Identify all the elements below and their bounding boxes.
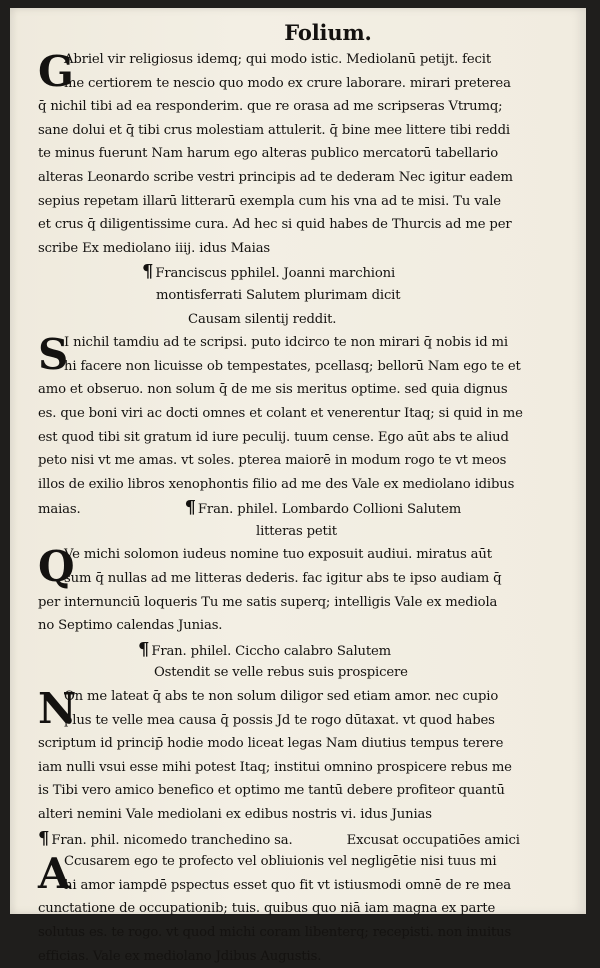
drop-initial: N	[38, 684, 77, 734]
heading-line: Fran. phil. nicomedo tranchedino sa.	[51, 832, 293, 848]
heading-line: Fran. philel. Lombardo Collioni Salutem	[197, 502, 462, 518]
letter-4	[38, 685, 578, 827]
text-line: I nichil tamdiu ad te scripsi. puto idcirco te non mirari q̄ nobis id mi	[64, 335, 508, 351]
heading-line: Fran. philel. Ciccho calabro Salutem	[151, 643, 392, 659]
pilcrow-icon: ¶	[142, 261, 154, 283]
pilcrow-icon: ¶	[38, 827, 50, 849]
text-line: cunctatione de occupationib; tuis. quibus quo niā iam magna ex parte	[38, 901, 496, 917]
heading-line: Franciscus pphilel. Joanni marchioni	[155, 266, 396, 282]
text-line: me certiorem te nescio quo modo ex crure laborare. mirari preterea	[64, 75, 511, 91]
text-line: sane dolui et q̄ tibi crus molestiam attulerit. q̄ bine mee littere tibi reddi	[38, 122, 510, 138]
text-line: alteri nemini Vale mediolani ex edibus nostris vi. idus Junias	[38, 807, 432, 822]
pilcrow-icon: ¶	[138, 638, 150, 660]
heading-line: Causam silentij reddit.	[188, 311, 337, 327]
page-header: Folium.	[284, 20, 372, 45]
text-line: et crus q̄ diligentissime cura. Ad hec si quid habes de Thurcis ad me per	[38, 217, 512, 233]
text-line: maias.	[38, 502, 81, 518]
text-line: sum q̄ nullas ad me litteras dederis. fac igitur abs te ipso audiam q̄	[64, 571, 502, 587]
text-line: q̄ nichil tibi ad ea responderim. que re orasa ad me scripseras Vtrumq;	[38, 99, 503, 115]
text-line: no Septimo calendas Junias.	[38, 618, 223, 634]
text-line: solutus es. te rogo. vt quod michi coram libenterq; recepisti. non inuitus	[38, 924, 512, 940]
text-line: Abriel vir religiosus idemq; qui modo istic. Mediolanū petijt. fecit	[64, 52, 491, 67]
text-line: illos de exilio libros xenophontis filio ad me des Vale ex mediolano idibus	[38, 476, 515, 492]
text-line: is Tibi vero amico benefico et optimo me tantū debere profiteor quantū	[38, 783, 505, 799]
drop-initial: G	[38, 47, 74, 96]
text-line: efficias. Vale ex mediolano Jdibus Augustis.	[38, 948, 322, 964]
heading-line: litteras petit	[256, 523, 337, 539]
letter-5	[38, 850, 578, 968]
text-line: scribe Ex mediolano iiij. idus Maias	[38, 240, 271, 256]
text-line: hi facere non licuisse ob tempestates, pcellasq; bellorū Nam ego te et	[64, 358, 521, 374]
page-text	[38, 18, 578, 968]
text-line: alteras Leonardo scribe vestri principis ad te dederam Nec igitur eadem	[38, 169, 513, 185]
letter-2	[38, 331, 578, 520]
pilcrow-icon: ¶	[184, 497, 196, 519]
text-line: amo et obseruo. non solum q̄ de me sis meritus optime. sed quia dignus	[38, 382, 508, 398]
text-line: iam nulli vsui esse mihi potest Itaq; institui omnino prospicere rebus me	[38, 759, 512, 775]
text-line: plus te velle mea causa q̄ possis Jd te rogo dūtaxat. vt quod habes	[64, 712, 495, 728]
drop-initial: Q	[38, 542, 75, 592]
text-line: hi amor iampdē pspectus esset quo fit vt istiusmodi omnē de re mea	[64, 877, 512, 893]
letter-3	[38, 543, 578, 637]
text-line: sepius repetam illarū litterarū exempla cum his vna ad te misi. Tu vale	[38, 193, 501, 209]
text-line: On me lateat q̄ abs te non solum diligor sed etiam amor. nec cupio	[64, 689, 499, 705]
text-line: peto nisi vt me amas. vt soles. pterea maiorē in modum rogo te vt meos	[38, 453, 507, 469]
heading-line: Ostendit se velle rebus suis prospicere	[154, 665, 408, 681]
text-line: es. que boni viri ac docti omnes et colant et venerentur Itaq; si quid in me	[38, 405, 523, 421]
letter-2-heading	[38, 260, 578, 331]
book-page	[10, 8, 586, 964]
text-line: scriptum id princip̄ hodie modo liceat legas Nam diutius tempus terere	[38, 736, 504, 752]
text-line: est quod tibi sit gratum id iure peculij. tuum cense. Ego aūt abs te aliud	[38, 429, 509, 445]
letter-4-heading	[38, 638, 578, 685]
heading-line: Excusat occupatiōes amici	[346, 832, 520, 848]
letter-5-heading	[38, 827, 578, 851]
text-line: Ve michi solomon iudeus nomine tuo exposuit audiui. miratus aūt	[64, 547, 492, 563]
letter-1	[38, 48, 578, 260]
text-line: per internunciū loqueris Tu me satis superq; intelligis Vale ex mediola	[38, 594, 498, 610]
drop-initial: A	[38, 849, 71, 899]
text-line: te minus fuerunt Nam harum ego alteras publico mercatorū tabellario	[38, 146, 499, 162]
text-line: Ccusarem ego te profecto vel obliuionis vel negligētie nisi tuus mi	[64, 854, 497, 870]
heading-line: montisferrati Salutem plurimam dicit	[156, 287, 401, 303]
drop-initial: S	[38, 330, 69, 380]
